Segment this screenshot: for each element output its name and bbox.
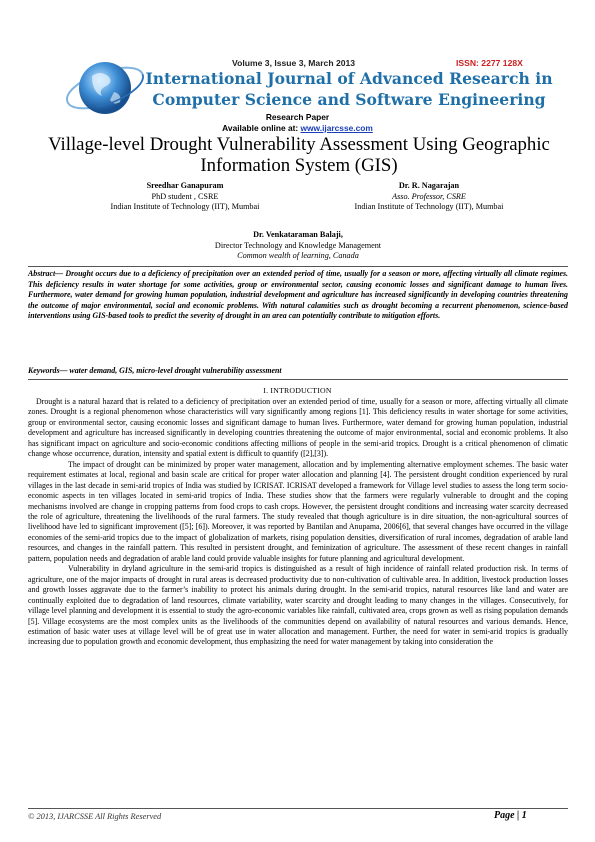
availability-line bbox=[0, 123, 595, 133]
journal-title: International Journal of Advanced Research in Computer Science and Software Engineering bbox=[145, 69, 553, 109]
author-role: Asso. Professor, CSRE bbox=[392, 191, 466, 201]
paragraph: Vulnerability in dryland agriculture in the semi-arid tropics is distinguished as a result of high incidence of rainfall related production risk. In terms of agriculture, one of the major impacts of drought in rural areas is decreased productivity due to non-cultivation of cultivable area. In addition, livestock production losses and growth losses aggravate due to the farmer’s inability to protect his animals during drought. In the semi-arid tropics, natural resources like land and water are continually exploited due to degradation of land resources, climate variability, water scarcity and drought leading to many changes in the villages. Consecutively, for village level planning and development it is essential to study the agro-economic variables like rainfall, cultivated area, crops grown as well as rising population demands [5]. Village ecosystems are the most complex units as the livelihoods of the communities depend on availability of natural resources and various demands. Hence, estimation of basic water uses at village level will be of great use in water allocation and management. Further, the need for water in semi-arid tropics is gradually increasing due to population growth and economic development, thus emphasizing the need for water management by taking into consideration the bbox=[28, 564, 568, 647]
section-heading: I. INTRODUCTION bbox=[263, 386, 332, 395]
footer-divider bbox=[28, 808, 568, 809]
body-text bbox=[28, 397, 568, 648]
author-2 bbox=[304, 181, 554, 213]
author-3 bbox=[160, 230, 436, 262]
author-affiliation: Common wealth of learning, Canada bbox=[237, 251, 359, 261]
volume-issue: Volume 3, Issue 3, March 2013 bbox=[232, 58, 356, 68]
divider bbox=[28, 379, 568, 380]
paragraph: The impact of drought can be minimized by proper water management, allocation and by implementing alternative employment schemes. The basic water requirement estimates at local, regional and basin scale are critical for proper water allocation and planning [4]. The persistent drought condition experienced by rural villages in the last decade in semi-arid tropics of India was studied by ICRISAT. ICRISAT developed a framework for Village level studies to assess the long term socio-economic aspects in ten villages located in semi-arid tropics of India. These studies show that the farmers were regularly vulnerable to drought and the coping mechanisms involved are change in cropping patterns from food crops to cash crops. However, the persistent drought conditions and increasing water scarcity decreased the role of agriculture, threatening the livelihoods of the rural farmers. The study revealed that though agriculture is in dire situation, the non-agricultural sources of livelihood have led to significant improvement ([5]; [6]). Moreover, it was reported by Bantilan and Anupama, 2006[6], that several changes have occurred in the village economies of the semi-arid tropics due to the impact of globalization of markets, rising population densities, diversification of rural incomes, degradation of arable land resources, and changes in the rainfall pattern. This resulted in persistent drought, and feminization of agriculture. The assessment of these recent changes in rainfall pattern, population needs and degradation of arable land could provide valuable insights for future planning and agricultural development. bbox=[28, 459, 568, 563]
divider bbox=[28, 266, 568, 267]
issn: ISSN: 2277 128X bbox=[456, 58, 523, 68]
availability-prefix: Available online at: bbox=[222, 123, 301, 133]
author-1 bbox=[60, 181, 310, 213]
author-role: PhD student , CSRE bbox=[151, 191, 219, 201]
keywords: Keywords— water demand, GIS, micro-level drought vulnerability assessment bbox=[28, 366, 282, 375]
author-affiliation: Indian Institute of Technology (IIT), Mumbai bbox=[354, 202, 504, 212]
author-name: Dr. R. Nagarajan bbox=[398, 181, 460, 190]
paragraph: Drought is a natural hazard that is related to a deficiency of precipitation over an extended period of time, usually for a season or more, affecting virtually all climate zones. Drought is a regional phenomenon whose characteristics will vary significantly among regions [1]. This deficiency results in water shortage for some activities, group or environmental sector, causing economic losses and significant damage to human lives. Furthermore, water demand for growing human population, industrial development and agriculture has increased significantly in developing countries threatening the outcome of major environmental, social and economic problems. It also has significant impact on agriculture and socio-economic conditions affecting millions of people in the semi-arid tropics. Drought is a critical phenomenon of climatic change whose occurrence, duration, intensity and spatial extent is difficult to quantify ([2],[3]). bbox=[28, 397, 568, 459]
author-affiliation: Indian Institute of Technology (IIT), Mumbai bbox=[110, 202, 260, 212]
paper-type: Research Paper bbox=[265, 112, 330, 122]
journal-link[interactable]: www.ijarcsse.com bbox=[300, 123, 373, 133]
paper-title: Village-level Drought Vulnerability Assessment Using Geographic Information System (GIS) bbox=[48, 134, 550, 176]
abstract: Abstract— Drought occurs due to a deficiency of precipitation over an extended period of time, usually for a season or more, affecting virtually all climate regimes. This deficiency results in water shortage for some activities, group or environmental sector, causing economic losses and significant damage to human lives. Furthermore, water demand for growing human population, industrial development and agriculture has increased significantly in developing countries threatening the outcome of major environmental, social and economic problems. With natural calamities such as drought becoming a recurrent phenomenon, science-based interventions using GIS-based tools to predict the severity of drought in an area can potentially contribute to mitigation efforts. bbox=[28, 269, 568, 320]
author-name: Sreedhar Ganapuram bbox=[146, 181, 224, 190]
copyright: © 2013, IJARCSSE All Rights Reserved bbox=[28, 812, 162, 821]
author-name: Dr. Venkataraman Balaji, bbox=[253, 230, 343, 239]
author-role: Director Technology and Knowledge Management bbox=[214, 240, 382, 250]
page-number: Page | 1 bbox=[494, 810, 527, 821]
